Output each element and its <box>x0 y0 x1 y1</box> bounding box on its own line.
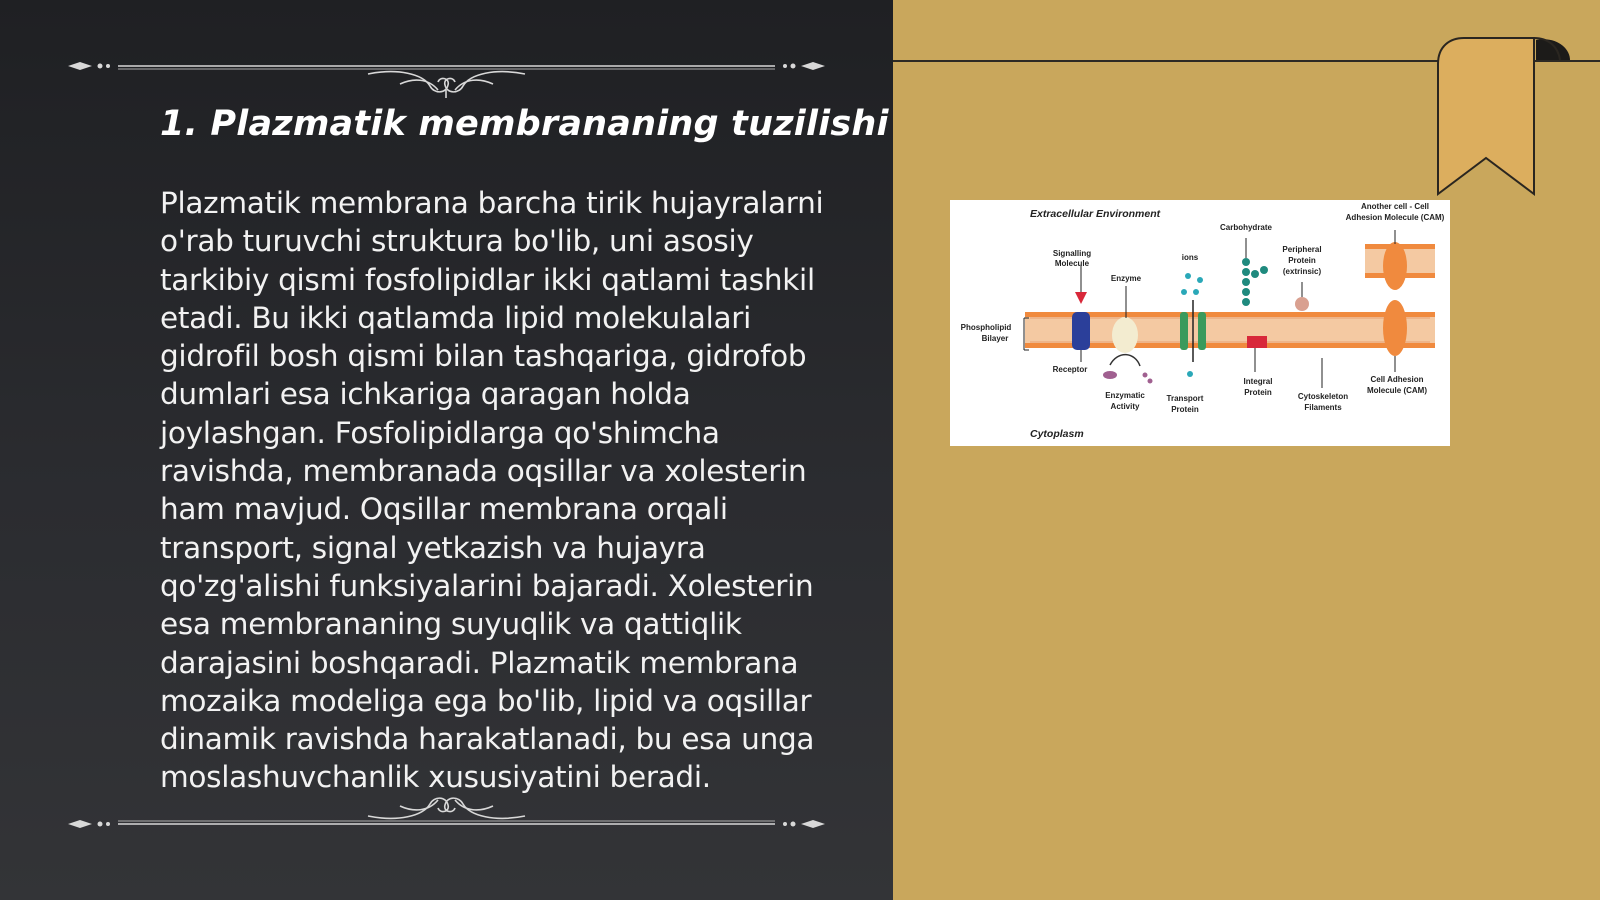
label-peripheral-3: (extrinsic) <box>1282 267 1322 276</box>
label-another-cell: Another cell - Cell <box>1360 202 1430 211</box>
label-cytoskeleton-1: Cytoskeleton <box>1297 392 1349 401</box>
bookmark-ribbon <box>1430 34 1590 204</box>
label-cytoskeleton-2: Filaments <box>1304 403 1342 412</box>
label-phospholipid-2: Bilayer <box>981 334 1009 343</box>
label-enzyme: Enzyme <box>1110 274 1142 283</box>
bottom-ornament <box>68 778 825 838</box>
label-transport-1: Transport <box>1166 394 1204 403</box>
label-cam-1: Cell Adhesion <box>1370 375 1424 384</box>
label-another-cell-2: Adhesion Molecule (CAM) <box>1345 213 1445 222</box>
label-carbohydrate: Carbohydrate <box>1219 223 1273 232</box>
label-receptor: Receptor <box>1052 365 1088 374</box>
label-transport-2: Protein <box>1171 405 1199 414</box>
slide-body-text: Plazmatik membrana barcha tirik hujayralarni o'rab turuvchi struktura bo'lib, uni asosiy tarkibiy qismi fosfolipidlar ikki qatlami tashkil etadi. Bu ikki qatlamda lipid molekulalari gidrofil bosh qismi bilan tashqariga, gidrofob dumlari esa ichkariga qaragan holda joylashgan. Fosfolipidlarga qo'shimcha ravishda, membranada oqsillar va xolesterin ham mavjud. Oqsillar membrana orqali transport, signal yetkazish va hujayra qo'zg'alishi funksiyalarini bajaradi. Xolesterin esa membrananing suyuqlik va qattiqlik darajasini boshqaradi. Plazmatik membrana mozaika modeliga ega bo'lib, lipid va oqsillar dinamik ravishda harakatlanadi, bu esa unga moslashuvchanlik xususiyatini beradi. <box>160 186 824 795</box>
label-cytoplasm: Cytoplasm <box>1030 428 1084 440</box>
label-integral-1: Integral <box>1243 377 1273 386</box>
label-peripheral-2: Protein <box>1288 256 1316 265</box>
label-enzymatic-2: Activity <box>1110 402 1140 411</box>
label-cam-2: Molecule (CAM) <box>1367 386 1427 395</box>
label-enzymatic-1: Enzymatic <box>1105 391 1145 400</box>
label-peripheral-1: Peripheral <box>1282 245 1322 254</box>
cell-membrane-diagram <box>950 200 1450 446</box>
label-signalling-1: Signalling <box>1052 249 1092 258</box>
label-phospholipid-1: Phospholipid <box>960 323 1012 332</box>
label-extracellular: Extracellular Environment <box>1030 208 1161 220</box>
top-ornament <box>68 38 825 98</box>
label-signalling-2: Molecule <box>1054 259 1090 268</box>
slide-title: 1. Plazmatik membrananing tuzilishi <box>160 104 889 144</box>
label-integral-2: Protein <box>1244 388 1272 397</box>
label-ions: ions <box>1181 253 1199 262</box>
